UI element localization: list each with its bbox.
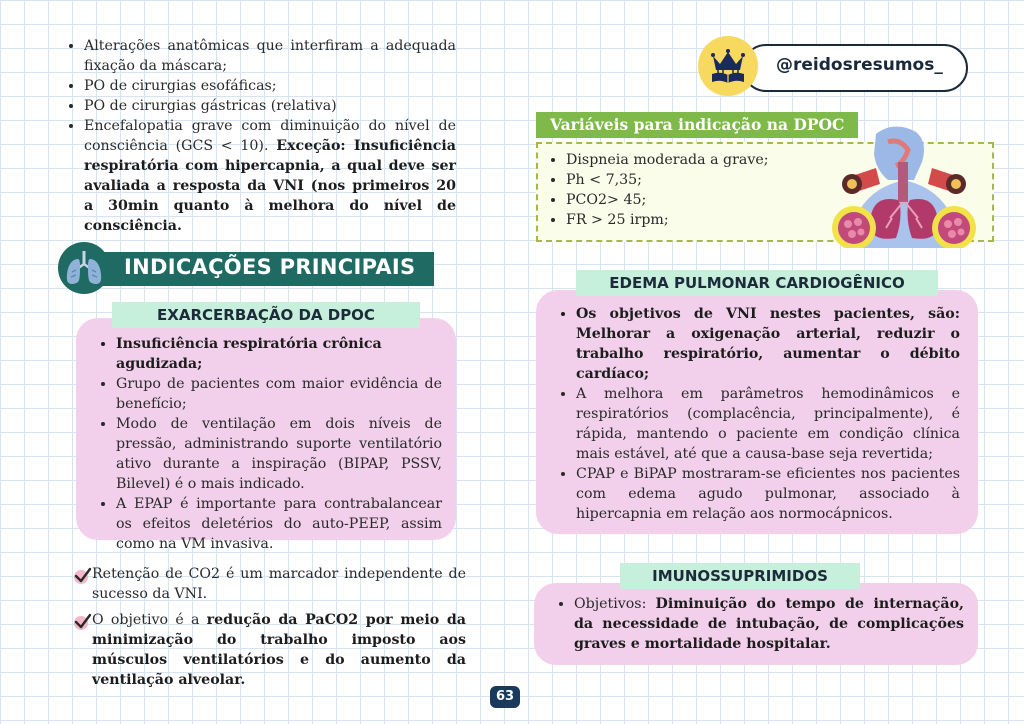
list-item: • Ph < 7,35; <box>566 170 806 190</box>
check-item-normal: O objetivo é a <box>92 612 207 628</box>
imuno-label: IMUNOSSUPRIMIDOS <box>620 563 860 589</box>
list-item <box>84 116 456 236</box>
indicacoes-banner <box>58 242 434 294</box>
brand-handle: @reidosresumos_ <box>776 55 943 75</box>
list-item: • Dispneia moderada a grave; <box>566 150 806 170</box>
dpoc-list <box>96 334 442 554</box>
list-item: • Modo de ventilação em dois níveis de pressão, administrando suporte ventilatório ativo durante a inspiração (BIPAP, PSSV, Bilevel) é o mais indicado. <box>116 414 442 494</box>
check-item-co2 <box>72 564 466 604</box>
variaveis-list <box>546 150 806 230</box>
list-item: • Grupo de pacientes com maior evidência de benefício; <box>116 374 442 414</box>
list-item: • Os objetivos de VNI nestes pacientes, são: Melhorar a oxigenação arterial, reduzir o trabalho respiratório, aumentar o débito cardíaco; <box>576 304 960 384</box>
edema-list <box>556 384 960 524</box>
checkmark-icon <box>72 612 92 632</box>
list-item: • PO de cirurgias gástricas (relativa) <box>84 96 456 116</box>
checkmark-icon <box>72 566 92 586</box>
list-item: • A EPAP é importante para contrabalancear os efeitos deletérios do auto-PEEP, assim como na VM invasiva. <box>116 494 442 554</box>
variaveis-title: Variáveis para indicação na DPOC <box>536 112 858 138</box>
edema-list-bold <box>556 304 960 384</box>
list-item: • CPAP e BiPAP mostraram-se eficientes nos pacientes com edema agudo pulmonar, associado à hipercapnia em relação aos normocápnicos. <box>576 464 960 524</box>
list-item-bold-text: Diminuição do tempo de internação, da necessidade de intubação, de complicações graves e mortalidade hospitalar. <box>574 596 964 652</box>
check-item-bold: redução da PaCO2 por meio da minimização do trabalho imposto aos músculos ventilatórios e do aumento da ventilação alveolar. <box>92 612 466 688</box>
banner-circle <box>58 242 110 294</box>
list-item-text: Objetivos: <box>574 596 656 612</box>
check-item-text: Retenção de CO2 é um marcador independente de sucesso da VNI. <box>92 566 466 602</box>
crown-book-icon <box>698 36 758 96</box>
dpoc-label: EXARCERBAÇÃO DA DPOC <box>112 302 420 328</box>
imuno-list <box>554 594 964 654</box>
list-item: • PCO2> 45; <box>566 190 806 210</box>
list-item-bold-text: Exceção: Insuficiência respiratória com hipercapnia, a qual deve ser avaliada a resposta da VNI (nos primeiros 20 a 30min quanto à melhora do nível de consciência. <box>84 138 456 234</box>
edema-label: EDEMA PULMONAR CARDIOGÊNICO <box>576 270 938 296</box>
list-item: • PO de cirurgias esofáficas; <box>84 76 456 96</box>
check-item-objetivo <box>72 610 466 690</box>
top-bullet-list <box>64 36 456 236</box>
check-item-text <box>92 610 466 690</box>
list-item: • FR > 25 irpm; <box>566 210 806 230</box>
lungs-icon <box>58 242 110 294</box>
banner-title: INDICAÇÕES PRINCIPAIS <box>124 255 416 279</box>
list-item: • Insuficiência respiratória crônica agudizada; <box>116 334 442 374</box>
brand-badge <box>696 36 970 96</box>
list-item: • Alterações anatômicas que interfiram a adequada fixação da máscara; <box>84 36 456 76</box>
list-item-text: Encefalopatia grave com diminuição do nível de consciência (GCS < 10). <box>84 118 456 154</box>
list-item <box>574 594 964 654</box>
respiratory-system-icon <box>830 122 978 248</box>
list-item: • A melhora em parâmetros hemodinâmicos e respiratórios (complacência, principalmente), é rápida, mantendo o paciente em condição clínica mais estável, até que a causa-base seja revertida; <box>576 384 960 464</box>
page-number: 63 <box>490 686 520 708</box>
